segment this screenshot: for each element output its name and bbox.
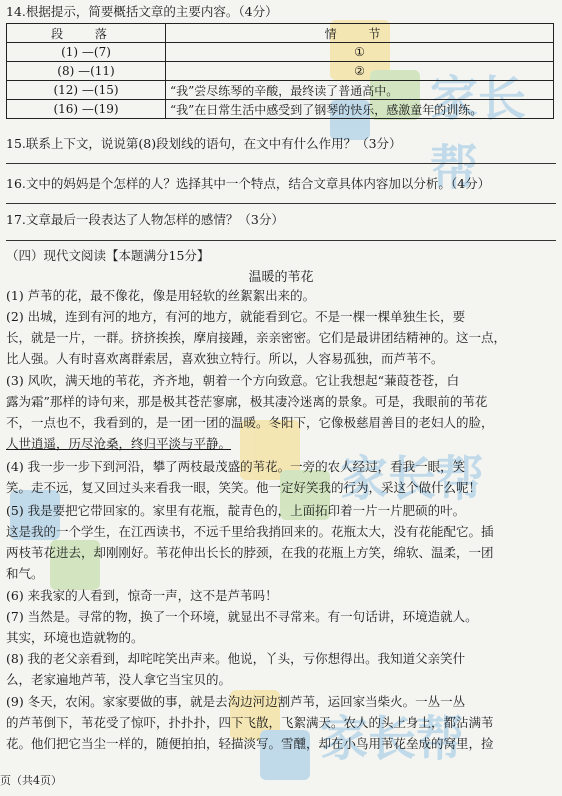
article-line: (3) 风吹，满天地的苇花，齐齐地，朝着一个方向致意。它让我想起“蒹葭苍苍，白 (6, 373, 460, 388)
article-line: 两枝苇花进去，却刚刚好。苇花伸出长长的脖颈，在我的花瓶上方笑，绵软、温柔，一团 (6, 545, 494, 560)
article-line: 和气。 (6, 566, 44, 581)
table-cell: (8) —(11) (7, 62, 166, 81)
page-footer: 页（共4页） (0, 774, 62, 787)
article-line: 花。他们把它当尘一样的，随便拍拍，轻描淡写。雪醺，却在小鸟用苇花垒成的窝里，捡 (6, 736, 494, 751)
table-cell: ① (166, 43, 554, 62)
article-line: (9) 冬天，农闲。家家要做的事，就是去沟边河边割芦苇，运回家当柴火。一丛一丛 (6, 694, 466, 709)
table-cell: (12) —(15) (7, 81, 166, 100)
article-line: (8) 我的老父亲看到，却咤咤笑出声来。他说，丫头，亏你想得出。我知道父亲笑什 (6, 651, 466, 666)
article-line-underlined: 人世逍遥，历尽沧桑，终归平淡与平静。 (6, 436, 232, 451)
article-line: (2) 出城，连到有河的地方，有河的地方，就能看到它。不是一棵一棵单独生长，要 (6, 309, 466, 324)
table-header-cell: 段 落 (7, 24, 166, 43)
article-line: 不，一点也不，我看到的，是一团一团的温暖。冬阳下，它像极慈眉善目的老妇人的脸， (6, 415, 494, 430)
watermark-logo-mid: 家长帮 (240, 410, 500, 570)
article-line: 其实，环境也造就物的。 (6, 630, 144, 645)
q15-prompt: 15.联系上下文，说说第(8)段划线的语句，在文中有什么作用？（3分） (6, 136, 402, 151)
table-row (7, 62, 554, 81)
answer-line (6, 240, 556, 241)
answer-line (6, 163, 556, 164)
article-line: 长，就是一片，一群。挤挤挨挨，摩肩接踵，亲亲密密。它们是最讲团结精神的。这一点， (6, 330, 507, 345)
watermark-logo-bottom: 家长帮 (230, 680, 490, 790)
article-line: (1) 芦苇的花，最不像花，像是用轻软的丝絮絮出来的。 (6, 288, 316, 303)
table-header-row (7, 24, 554, 43)
article-line: 露为霜”那样的诗句来，那是极其苍茫寥廓，极其凄冷迷离的景象。可是，我眼前的苇花 (6, 394, 488, 409)
article-line: (4) 我一步一步下到河沿，攀了两枝最茂盛的苇花。一旁的农人经过，看我一眼，笑 (6, 459, 466, 474)
table-cell: ② (166, 62, 554, 81)
article-line: 么，老家遍地芦苇，没人拿它当宝贝的。 (6, 672, 232, 687)
article-line: (5) 我是要把它带回家的。家里有花瓶，靛青色的，上面拓印着一片一片肥硕的叶。 (6, 503, 466, 518)
answer-line (6, 203, 556, 204)
article-title: 温暖的苇花 (248, 270, 314, 285)
watermark-brand-text: 家长帮 (430, 71, 527, 196)
q16-prompt: 16.文中的妈妈是个怎样的人？选择其中一个特点，结合文章具体内容加以分析。（4分） (6, 176, 491, 191)
article-line: (6) 来我家的人看到，惊奇一声，这不是芦苇吗！ (6, 588, 278, 603)
article-line: 笑。走不远，复又回过头来看我一眼，笑笑。他一定好笑我的行为，采这个做什么呢！ (6, 480, 482, 495)
article-line: 的芦苇倒下，苇花受了惊吓，扑扑扑，四下飞散，飞絮满天。农人的头上身上，都沾满苇 (6, 715, 494, 730)
table-row (7, 43, 554, 62)
article-line: (7) 当然是。寻常的物，换了一个环境，就显出不寻常来。有一句话讲，环境造就人。 (6, 609, 478, 624)
q14-prompt: 14.根据提示，简要概括文章的主要内容。（4分） (6, 4, 278, 19)
table-cell: (1) —(7) (7, 43, 166, 62)
q17-prompt: 17.文章最后一段表达了人物怎样的感情？（3分） (6, 212, 284, 227)
table-cell: “我”尝尽练琴的辛酸，最终读了普通高中。 (166, 81, 554, 100)
article-line: 这是我的一个学生，在江西读书，不远千里给我捎回来的。花瓶太大，没有花能配它。插 (6, 524, 494, 539)
table-cell: (16) —(19) (7, 100, 166, 119)
article-line: 比人强。人有时喜欢离群索居，喜欢独立特行。所以，人容易孤独，而芦苇不。 (6, 351, 444, 366)
section-header: （四）现代文阅读【本题满分15分】 (6, 248, 210, 263)
q14-table (6, 23, 554, 119)
table-header-cell: 情 节 (166, 24, 554, 43)
table-row (7, 100, 554, 119)
table-cell: “我”在日常生活中感受到了钢琴的快乐，感激童年的训练。 (166, 100, 554, 119)
table-row (7, 81, 554, 100)
